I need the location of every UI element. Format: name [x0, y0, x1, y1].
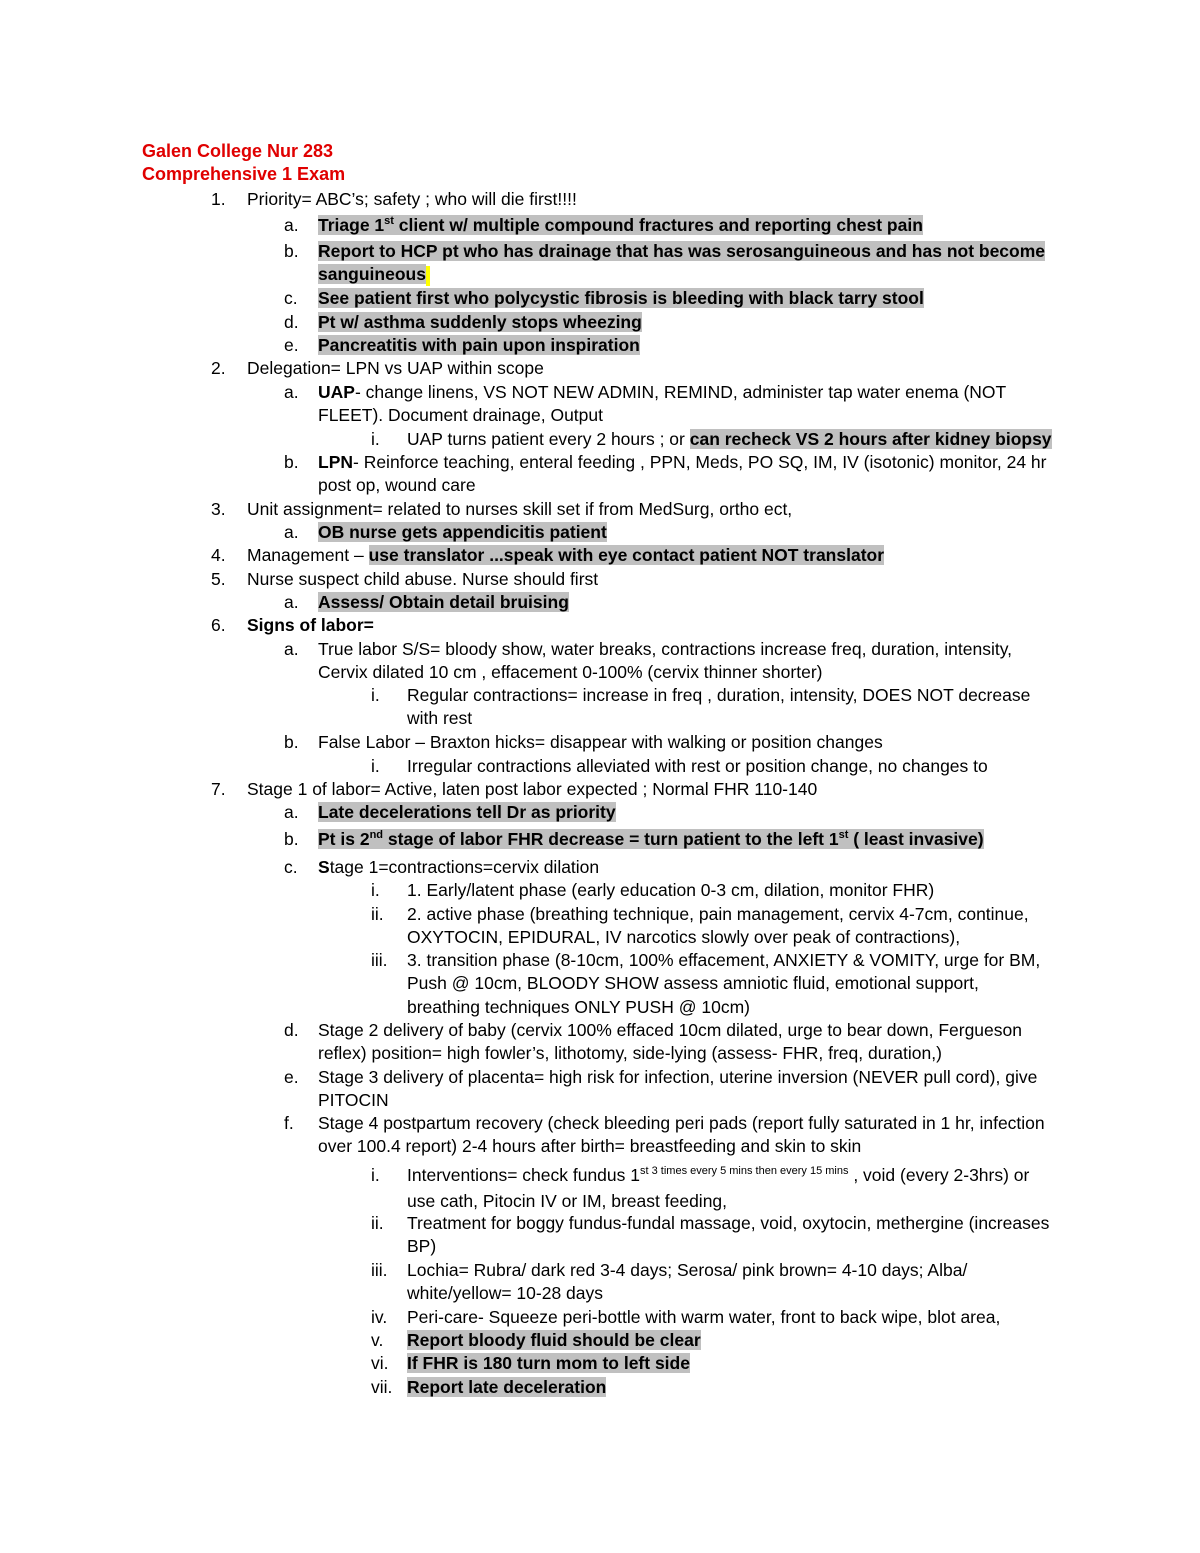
document-subtitle: Comprehensive 1 Exam	[142, 164, 346, 184]
highlight-mark	[426, 266, 430, 286]
document-title: Galen College Nur 283	[142, 141, 334, 161]
document-page: Galen College Nur 283 Comprehensive 1 Exam 1. Priority= ABC’s; safety ; who will die first!!!! a. Triage 1st client w/ multiple compound fractures and reporting chest pain b. Report to HCP pt who has drainage that has was serosanguineous and has not become sanguineous c. See patient first who polycystic fibrosis is bleeding with black tarry stool d. Pt w/ asthma suddenly stops wheezing e. Pancreatitis with pain upon inspiration 2. Delegation= LPN vs UAP within scope a. UAP- change linens, VS NOT NEW ADMIN, REMIND, administer tap water enema (NOT FLEET). Document drainage, Output i. UAP turns patient every 2 hours ; or can recheck VS 2 hours after kidney biopsy b. LPN- Reinforce teaching, enteral feeding , PPN, Meds, PO SQ, IM, IV (isotonic) monitor, 24 hr post op, wound care 3. Unit assignment= related to nurses skill set if from MedSurg, ortho ect, a. OB nurse gets appendicitis patient 4. Management – use translator ...speak with eye contact patient NOT translator 5. Nurse suspect child abuse. Nurse should first a. Assess/ Obtain detail bruising 6. Signs of labor= a. True labor S/S= bloody show, water breaks, contractions increase freq, duration, intensity, Cervix dilated 10 cm , effacement 0-100% (cervix thinner shorter) i. Regular contractions= increase in freq , duration, intensity, DOES NOT decrease with rest b. False Labor – Braxton hicks= disappear with walking or position changes i. Irregular contractions alleviated with rest or position change, no changes to 7. Stage 1 of labor= Active, laten post labor expected ; Normal FHR 110-140 a. Late decelerations tell Dr as priority b. Pt is 2nd stage of labor FHR decrease = turn patient to the left 1st ( least invasive) c. Stage 1=contractions=cervix dilation i. 1. Early/latent phase (early education 0-3 cm, dilation, monitor FHR) ii. 2. active phase (breathing technique, pain management, cervix 4-7cm, continue, OXYTOCIN, EPIDURAL, IV narcotics slowly over peak of contractions), iii. 3. transition phase (8-10cm, 100% effacement, ANXIETY & VOMITY, urge for BM, Push @ 10cm, BLOODY SHOW assess amniotic fluid, emotional support, breathing techniques ONLY PUSH @ 10cm) d. Stage 2 delivery of baby (cervix 100% effaced 10cm dilated, urge to bear down, Fergueson reflex) position= high fowler’s, lithotomy, side-lying (assess- FHR, freq, duration,) e. Stage 3 delivery of placenta= high risk for infection, uterine inversion (NEVER pull cord), give PITOCIN f. Stage 4 postpartum recovery (check bleeding peri pads (report fully saturated in 1 hr, infection over 100.4 report) 2-4 hours after birth= breastfeeding and skin to skin i. Interventions= check fundus $1^{st 3 times every 5 mins then every 15 mins}$ , void (every 2-3hrs) or use cath, Pitocin IV or IM, breast feeding, ii. Treatment for boggy fundus-fundal massage, void, oxytocin, methergine (increases BP) iii. Lochia= Rubra/ dark red 3-4 days; Serosa/ pink brown= 4-10 days; Alba/ white/yellow= 10-28 days iv. Peri-care- Squeeze peri-bottle with warm water, front to back wipe, blot area, v. Report bloody fluid should be clear vi. If FHR is 180 turn mom to left side vii. Report late deceleration	[142, 141, 1052, 1397]
